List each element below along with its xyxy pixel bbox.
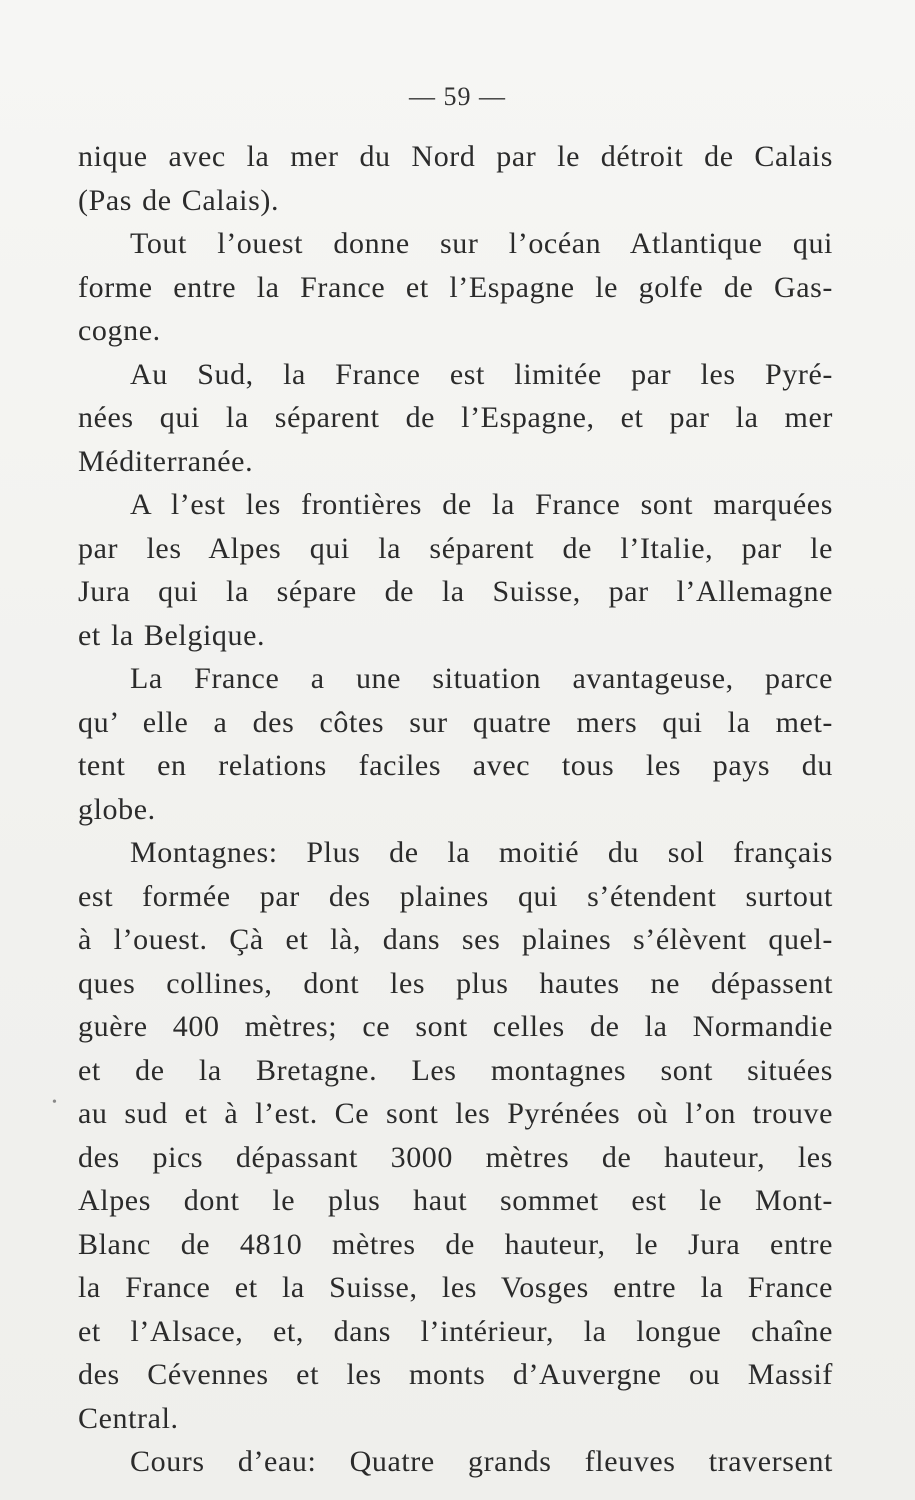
text-line: et la Belgique.	[78, 618, 266, 652]
text-line: La France a une situation avantageuse, parce	[130, 662, 833, 695]
text-line: Tout l’ouest donne sur l’océan Atlantique qui	[130, 227, 833, 260]
text-line: A l’est les frontières de la France sont marquées	[130, 488, 833, 521]
text-line: des pics dépassant 3000 mètres de hauteur, les	[78, 1140, 833, 1174]
text-line: tent en relations faciles avec tous les pays du	[78, 749, 833, 782]
text-line: globe.	[78, 792, 156, 826]
text-line: des Cévennes et les monts d’Auvergne ou Massif	[78, 1358, 833, 1391]
text-line: à l’ouest. Çà et là, dans ses plaines s’élèvent quel-	[78, 923, 833, 956]
text-line: ques collines, dont les plus hautes ne dépassent	[78, 966, 833, 1000]
text-line: Alpes dont le plus haut sommet est le Mont-	[78, 1184, 833, 1217]
text-line: Blanc de 4810 mètres de hauteur, le Jura entre	[78, 1227, 833, 1261]
text-line: la France et la Suisse, les Vosges entre la France	[78, 1271, 833, 1304]
text-line: Cours d’eau: Quatre grands fleuves traversent	[130, 1445, 833, 1478]
text-line: nique avec la mer du Nord par le détroit de Calais	[78, 140, 833, 173]
text-line: nées qui la séparent de l’Espagne, et par la mer	[78, 401, 833, 434]
text-line: (Pas de Calais).	[78, 183, 280, 217]
page-number: — 59 —	[409, 82, 506, 111]
text-line: par les Alpes qui la séparent de l’Italie, par le	[78, 531, 833, 565]
text-line: et de la Bretagne. Les montagnes sont situées	[78, 1053, 833, 1087]
text-line: Montagnes: Plus de la moitié du sol français	[130, 836, 833, 869]
text-line: qu’ elle a des côtes sur quatre mers qui la met-	[78, 705, 833, 739]
text-line: est formée par des plaines qui s’étendent surtout	[78, 879, 833, 913]
text-line: Central.	[78, 1401, 179, 1435]
margin-mark: •	[52, 1095, 57, 1110]
text-line: et l’Alsace, et, dans l’intérieur, la longue chaîne	[78, 1314, 833, 1348]
text-line: guère 400 mètres; ce sont celles de la Normandie	[78, 1010, 833, 1043]
text-line: Au Sud, la France est limitée par les Pyré-	[130, 357, 833, 391]
text-line: forme entre la France et l’Espagne le golfe de Gas-	[78, 270, 833, 304]
body-text	[78, 135, 833, 1484]
text-line: Méditerranée.	[78, 444, 254, 478]
text-line: Jura qui la sépare de la Suisse, par l’Allemagne	[78, 575, 833, 608]
text-line: au sud et à l’est. Ce sont les Pyrénées où l’on trouve	[78, 1097, 833, 1130]
text-line: cogne.	[78, 314, 161, 347]
